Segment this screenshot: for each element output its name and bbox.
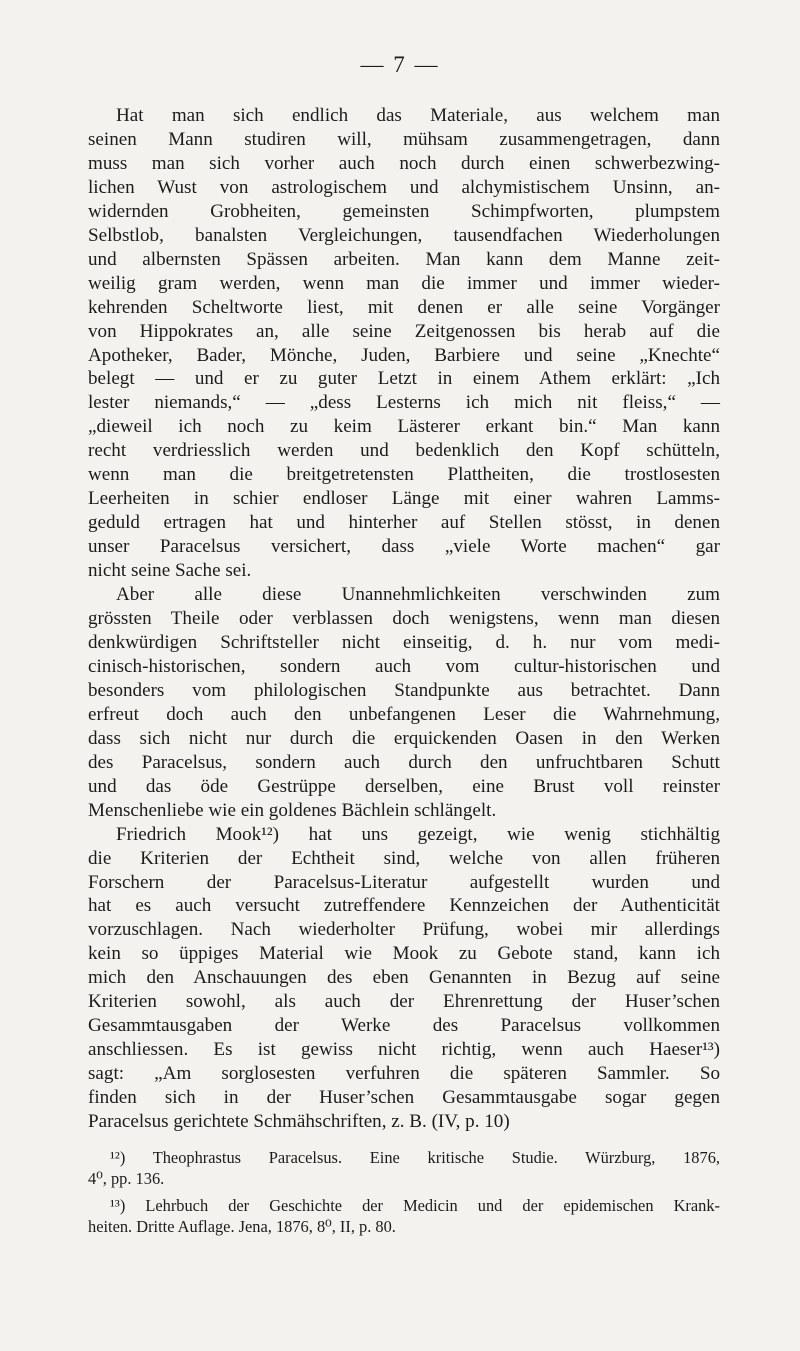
- text-line: lichen Wust von astrologischem und alchymistischem Unsinn, an-: [88, 176, 720, 198]
- text-line: cinisch-historischen, sondern auch vom cultur-historischen und: [88, 655, 720, 677]
- text-line: grössten Theile oder verblassen doch wenigstens, wenn man diesen: [88, 608, 720, 630]
- text-line: sagt: „Am sorglosesten verfuhren die späteren Sammler. So: [88, 1063, 720, 1085]
- text-line: dass sich nicht nur durch die erquickenden Oasen in den Werken: [88, 727, 720, 749]
- text-line: und das öde Gestrüppe derselben, eine Brust voll reinster: [88, 775, 720, 797]
- text-line: und albernsten Spässen arbeiten. Man kann dem Manne zeit-: [88, 248, 720, 270]
- text-line: seinen Mann studiren will, mühsam zusammengetragen, dann: [88, 128, 720, 150]
- text-line: die Kriterien der Echtheit sind, welche von allen früheren: [88, 847, 720, 869]
- text-line: Friedrich Mook¹²) hat uns gezeigt, wie wenig stichhältig: [116, 823, 720, 845]
- text-line: nicht seine Sache sei.: [88, 560, 252, 582]
- text-line: muss man sich vorher auch noch durch einen schwerbezwing-: [88, 152, 720, 174]
- text-line: Gesammtausgaben der Werke des Paracelsus vollkommen: [88, 1015, 720, 1037]
- text-line: belegt — und er zu guter Letzt in einem Athem erklärt: „Ich: [88, 368, 720, 390]
- text-line: kein so üppiges Material wie Mook zu Gebote stand, kann ich: [88, 943, 720, 965]
- text-line: Selbstlob, banalsten Vergleichungen, tausendfachen Wiederholungen: [88, 224, 720, 246]
- footnote-line: heiten. Dritte Auflage. Jena, 1876, 8⁰, II, p. 80.: [88, 1217, 396, 1236]
- text-line: Apotheker, Bader, Mönche, Juden, Barbiere und seine „Knechte“: [88, 344, 720, 366]
- text-line: des Paracelsus, sondern auch durch den unfruchtbaren Schutt: [88, 751, 720, 773]
- text-line: Aber alle diese Unannehmlichkeiten verschwinden zum: [116, 584, 720, 606]
- text-line: erfreut doch auch den unbefangenen Leser die Wahrnehmung,: [88, 703, 720, 725]
- text-line: besonders vom philologischen Standpunkte aus betrachtet. Dann: [88, 679, 720, 701]
- footnote-line: ¹²) Theophrastus Paracelsus. Eine kritische Studie. Würzburg, 1876,: [110, 1148, 720, 1167]
- text-line: denkwürdigen Schriftsteller nicht einseitig, d. h. nur vom medi-: [88, 631, 720, 653]
- footnote-line: 4⁰, pp. 136.: [88, 1169, 165, 1188]
- text-line: recht verdriesslich werden und bedenklich den Kopf schütteln,: [88, 440, 720, 462]
- text-line: Menschenliebe wie ein goldenes Bächlein schlängelt.: [88, 799, 497, 821]
- page-number: — 7 —: [360, 52, 440, 77]
- text-line: anschliessen. Es ist gewiss nicht richtig, wenn auch Haeser¹³): [88, 1039, 720, 1061]
- text-line: weilig gram werden, wenn man die immer und immer wieder-: [88, 272, 720, 294]
- text-line: widernden Grobheiten, gemeinsten Schimpfworten, plumpstem: [88, 200, 720, 222]
- text-line: „dieweil ich noch zu keim Lästerer erkant bin.“ Man kann: [88, 416, 720, 438]
- text-line: Kriterien sowohl, als auch der Ehrenrettung der Huser’schen: [88, 991, 720, 1013]
- body-text: [88, 104, 720, 1134]
- footnotes: [88, 1147, 720, 1237]
- text-line: kehrenden Scheltworte liest, mit denen er alle seine Vorgänger: [88, 296, 720, 318]
- text-line: von Hippokrates an, alle seine Zeitgenossen bis herab auf die: [88, 320, 720, 342]
- footnote: [88, 1195, 720, 1237]
- text-line: hat es auch versucht zutreffendere Kennzeichen der Authenticität: [88, 895, 720, 917]
- text-line: wenn man die breitgetretensten Plattheiten, die trostlosesten: [88, 464, 720, 486]
- text-line: mich den Anschauungen des eben Genannten in Bezug auf seine: [88, 967, 720, 989]
- text-line: unser Paracelsus versichert, dass „viele Worte machen“ gar: [88, 536, 720, 558]
- text-line: lester niemands,“ — „dess Lesterns ich mich nit fleiss,“ —: [88, 392, 720, 414]
- footnote: [88, 1147, 720, 1189]
- text-line: Paracelsus gerichtete Schmähschriften, z. B. (IV, p. 10): [88, 1111, 510, 1133]
- footnote-line: ¹³) Lehrbuch der Geschichte der Medicin und der epidemischen Krank-: [110, 1196, 720, 1215]
- text-line: Hat man sich endlich das Materiale, aus welchem man: [116, 105, 720, 126]
- text-line: finden sich in der Huser’schen Gesammtausgabe sogar gegen: [88, 1087, 720, 1109]
- text-line: Forschern der Paracelsus-Literatur aufgestellt wurden und: [88, 871, 720, 893]
- text-line: geduld ertragen hat und hinterher auf Stellen stösst, in denen: [88, 512, 720, 534]
- text-line: Leerheiten in schier endloser Länge mit einer wahren Lamms-: [88, 488, 720, 510]
- text-line: vorzuschlagen. Nach wiederholter Prüfung, wobei mir allerdings: [88, 919, 720, 941]
